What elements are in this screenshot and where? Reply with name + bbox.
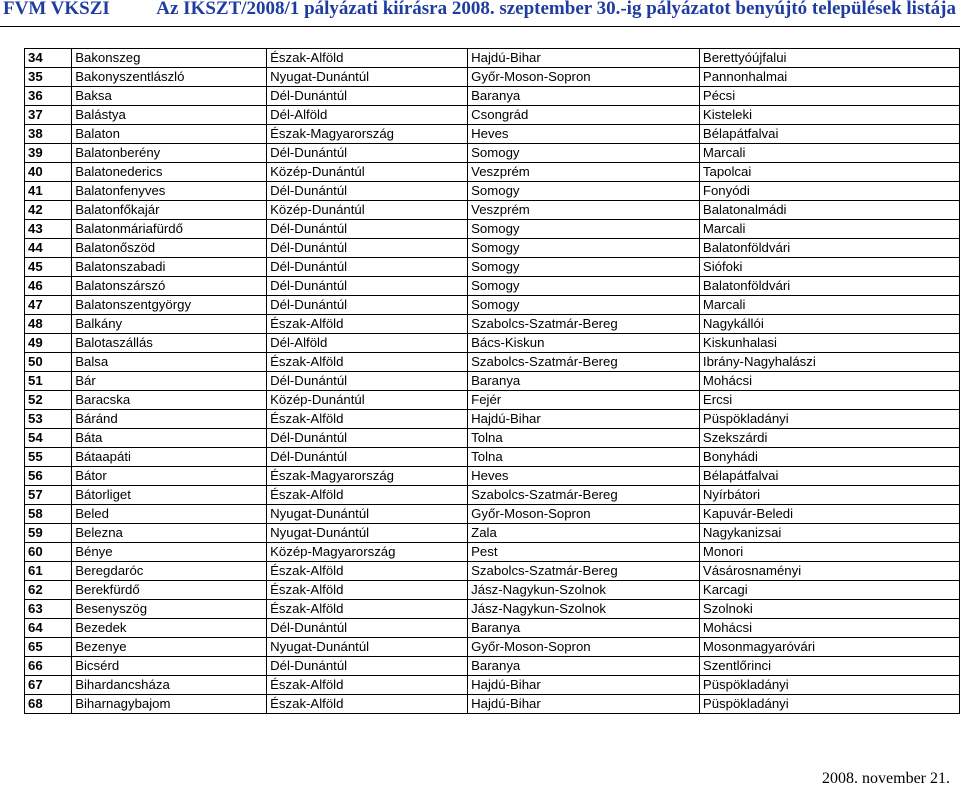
settlement-name-cell: Bihardancsháza [72, 676, 267, 695]
county-cell: Somogy [468, 296, 700, 315]
settlement-name-cell: Bezenye [72, 638, 267, 657]
table-row [25, 600, 960, 619]
row-number-cell: 48 [25, 315, 72, 334]
row-number-cell: 41 [25, 182, 72, 201]
subregion-cell: Balatonföldvári [699, 239, 959, 258]
region-cell: Közép-Dunántúl [267, 163, 468, 182]
county-cell: Hajdú-Bihar [468, 49, 700, 68]
county-cell: Tolna [468, 429, 700, 448]
table-row [25, 239, 960, 258]
table-row [25, 106, 960, 125]
subregion-cell: Berettyóújfalui [699, 49, 959, 68]
row-number-cell: 53 [25, 410, 72, 429]
row-number-cell: 61 [25, 562, 72, 581]
county-cell: Győr-Moson-Sopron [468, 638, 700, 657]
page-header [0, 0, 960, 22]
table-row [25, 543, 960, 562]
region-cell: Dél-Dunántúl [267, 657, 468, 676]
table-row [25, 486, 960, 505]
county-cell: Tolna [468, 448, 700, 467]
county-cell: Somogy [468, 258, 700, 277]
county-cell: Szabolcs-Szatmár-Bereg [468, 486, 700, 505]
subregion-cell: Balatonföldvári [699, 277, 959, 296]
row-number-cell: 43 [25, 220, 72, 239]
table-row [25, 467, 960, 486]
region-cell: Nyugat-Dunántúl [267, 68, 468, 87]
county-cell: Győr-Moson-Sopron [468, 505, 700, 524]
county-cell: Somogy [468, 277, 700, 296]
table-row [25, 87, 960, 106]
county-cell: Pest [468, 543, 700, 562]
row-number-cell: 67 [25, 676, 72, 695]
county-cell: Csongrád [468, 106, 700, 125]
county-cell: Veszprém [468, 163, 700, 182]
table-row [25, 581, 960, 600]
region-cell: Dél-Dunántúl [267, 277, 468, 296]
county-cell: Fejér [468, 391, 700, 410]
region-cell: Dél-Dunántúl [267, 239, 468, 258]
county-cell: Baranya [468, 619, 700, 638]
row-number-cell: 60 [25, 543, 72, 562]
row-number-cell: 62 [25, 581, 72, 600]
subregion-cell: Monori [699, 543, 959, 562]
region-cell: Dél-Dunántúl [267, 619, 468, 638]
row-number-cell: 46 [25, 277, 72, 296]
subregion-cell: Mohácsi [699, 372, 959, 391]
table-row [25, 410, 960, 429]
subregion-cell: Kapuvár-Beledi [699, 505, 959, 524]
region-cell: Észak-Alföld [267, 676, 468, 695]
subregion-cell: Marcali [699, 296, 959, 315]
county-cell: Bács-Kiskun [468, 334, 700, 353]
settlement-name-cell: Balsa [72, 353, 267, 372]
table-row [25, 676, 960, 695]
settlement-name-cell: Bakonszeg [72, 49, 267, 68]
county-cell: Jász-Nagykun-Szolnok [468, 600, 700, 619]
table-row [25, 201, 960, 220]
row-number-cell: 44 [25, 239, 72, 258]
settlement-name-cell: Balatonszárszó [72, 277, 267, 296]
subregion-cell: Nyírbátori [699, 486, 959, 505]
settlement-name-cell: Balatonszentgyörgy [72, 296, 267, 315]
region-cell: Észak-Alföld [267, 410, 468, 429]
settlement-name-cell: Balatonederics [72, 163, 267, 182]
subregion-cell: Pécsi [699, 87, 959, 106]
settlement-name-cell: Beregdaróc [72, 562, 267, 581]
settlement-name-cell: Balatonszabadi [72, 258, 267, 277]
region-cell: Dél-Dunántúl [267, 429, 468, 448]
county-cell: Veszprém [468, 201, 700, 220]
table-row [25, 220, 960, 239]
table-row [25, 49, 960, 68]
settlement-name-cell: Balatonfenyves [72, 182, 267, 201]
subregion-cell: Marcali [699, 144, 959, 163]
subregion-cell: Nagykanizsai [699, 524, 959, 543]
subregion-cell: Pannonhalmai [699, 68, 959, 87]
table-row [25, 353, 960, 372]
subregion-cell: Kisteleki [699, 106, 959, 125]
table-row [25, 163, 960, 182]
settlement-name-cell: Báránd [72, 410, 267, 429]
row-number-cell: 56 [25, 467, 72, 486]
subregion-cell: Szolnoki [699, 600, 959, 619]
row-number-cell: 34 [25, 49, 72, 68]
settlement-name-cell: Berekfürdő [72, 581, 267, 600]
region-cell: Észak-Alföld [267, 486, 468, 505]
region-cell: Észak-Alföld [267, 695, 468, 714]
region-cell: Nyugat-Dunántúl [267, 505, 468, 524]
row-number-cell: 50 [25, 353, 72, 372]
table-row [25, 448, 960, 467]
subregion-cell: Tapolcai [699, 163, 959, 182]
table-row [25, 391, 960, 410]
county-cell: Heves [468, 467, 700, 486]
table-row [25, 429, 960, 448]
subregion-cell: Nagykállói [699, 315, 959, 334]
settlement-name-cell: Belezna [72, 524, 267, 543]
settlement-name-cell: Besenyszög [72, 600, 267, 619]
settlement-name-cell: Balatonberény [72, 144, 267, 163]
table-row [25, 695, 960, 714]
row-number-cell: 36 [25, 87, 72, 106]
table-row [25, 657, 960, 676]
subregion-cell: Ibrány-Nagyhalászi [699, 353, 959, 372]
settlement-name-cell: Balatonőszöd [72, 239, 267, 258]
settlement-name-cell: Baksa [72, 87, 267, 106]
region-cell: Észak-Alföld [267, 600, 468, 619]
settlement-name-cell: Bár [72, 372, 267, 391]
table-row [25, 144, 960, 163]
settlements-table [24, 48, 960, 714]
table-row [25, 182, 960, 201]
region-cell: Észak-Magyarország [267, 467, 468, 486]
table-row [25, 505, 960, 524]
region-cell: Dél-Dunántúl [267, 258, 468, 277]
row-number-cell: 52 [25, 391, 72, 410]
region-cell: Közép-Dunántúl [267, 391, 468, 410]
table-row [25, 562, 960, 581]
table-row [25, 372, 960, 391]
settlement-name-cell: Bátor [72, 467, 267, 486]
table-row [25, 68, 960, 87]
county-cell: Somogy [468, 239, 700, 258]
row-number-cell: 58 [25, 505, 72, 524]
region-cell: Észak-Alföld [267, 581, 468, 600]
row-number-cell: 47 [25, 296, 72, 315]
settlement-name-cell: Beled [72, 505, 267, 524]
settlement-name-cell: Bezedek [72, 619, 267, 638]
settlement-name-cell: Balkány [72, 315, 267, 334]
county-cell: Hajdú-Bihar [468, 676, 700, 695]
region-cell: Dél-Dunántúl [267, 182, 468, 201]
subregion-cell: Siófoki [699, 258, 959, 277]
table-row [25, 334, 960, 353]
county-cell: Somogy [468, 220, 700, 239]
settlement-name-cell: Balatonfőkajár [72, 201, 267, 220]
subregion-cell: Bélapátfalvai [699, 467, 959, 486]
region-cell: Észak-Magyarország [267, 125, 468, 144]
header-org: FVM VKSZI [3, 0, 110, 19]
settlement-name-cell: Bénye [72, 543, 267, 562]
row-number-cell: 68 [25, 695, 72, 714]
row-number-cell: 64 [25, 619, 72, 638]
subregion-cell: Szekszárdi [699, 429, 959, 448]
region-cell: Dél-Dunántúl [267, 144, 468, 163]
subregion-cell: Balatonalmádi [699, 201, 959, 220]
subregion-cell: Karcagi [699, 581, 959, 600]
table-row [25, 638, 960, 657]
row-number-cell: 40 [25, 163, 72, 182]
footer-date: 2008. november 21. [822, 770, 950, 787]
table-row [25, 277, 960, 296]
county-cell: Baranya [468, 372, 700, 391]
region-cell: Nyugat-Dunántúl [267, 638, 468, 657]
row-number-cell: 49 [25, 334, 72, 353]
row-number-cell: 39 [25, 144, 72, 163]
settlement-name-cell: Bicsérd [72, 657, 267, 676]
header-title: Az IKSZT/2008/1 pályázati kiírásra 2008. szeptember 30.-ig pályázatot benyújtó települések listája [156, 0, 956, 19]
subregion-cell: Mosonmagyaróvári [699, 638, 959, 657]
county-cell: Hajdú-Bihar [468, 695, 700, 714]
subregion-cell: Bonyhádi [699, 448, 959, 467]
row-number-cell: 66 [25, 657, 72, 676]
subregion-cell: Ercsi [699, 391, 959, 410]
table-row [25, 315, 960, 334]
row-number-cell: 37 [25, 106, 72, 125]
county-cell: Somogy [468, 144, 700, 163]
row-number-cell: 59 [25, 524, 72, 543]
region-cell: Dél-Dunántúl [267, 372, 468, 391]
county-cell: Heves [468, 125, 700, 144]
row-number-cell: 51 [25, 372, 72, 391]
row-number-cell: 54 [25, 429, 72, 448]
header-rule [0, 26, 960, 27]
row-number-cell: 57 [25, 486, 72, 505]
row-number-cell: 38 [25, 125, 72, 144]
settlement-name-cell: Bátorliget [72, 486, 267, 505]
table-row [25, 619, 960, 638]
settlement-name-cell: Baracska [72, 391, 267, 410]
table-row [25, 524, 960, 543]
county-cell: Baranya [468, 657, 700, 676]
region-cell: Észak-Alföld [267, 49, 468, 68]
region-cell: Közép-Dunántúl [267, 201, 468, 220]
settlement-name-cell: Biharnagybajom [72, 695, 267, 714]
row-number-cell: 45 [25, 258, 72, 277]
row-number-cell: 42 [25, 201, 72, 220]
settlement-name-cell: Balotaszállás [72, 334, 267, 353]
county-cell: Zala [468, 524, 700, 543]
settlement-name-cell: Bátaapáti [72, 448, 267, 467]
region-cell: Közép-Magyarország [267, 543, 468, 562]
settlement-name-cell: Balaton [72, 125, 267, 144]
region-cell: Dél-Alföld [267, 106, 468, 125]
settlements-table-body [25, 49, 960, 714]
table-row [25, 125, 960, 144]
region-cell: Észak-Alföld [267, 562, 468, 581]
county-cell: Hajdú-Bihar [468, 410, 700, 429]
subregion-cell: Vásárosnaményi [699, 562, 959, 581]
subregion-cell: Szentlőrinci [699, 657, 959, 676]
county-cell: Győr-Moson-Sopron [468, 68, 700, 87]
table-row [25, 258, 960, 277]
settlement-name-cell: Balástya [72, 106, 267, 125]
county-cell: Szabolcs-Szatmár-Bereg [468, 562, 700, 581]
table-row [25, 296, 960, 315]
subregion-cell: Kiskunhalasi [699, 334, 959, 353]
row-number-cell: 65 [25, 638, 72, 657]
region-cell: Észak-Alföld [267, 353, 468, 372]
region-cell: Észak-Alföld [267, 315, 468, 334]
subregion-cell: Marcali [699, 220, 959, 239]
row-number-cell: 63 [25, 600, 72, 619]
region-cell: Dél-Dunántúl [267, 448, 468, 467]
region-cell: Dél-Alföld [267, 334, 468, 353]
county-cell: Jász-Nagykun-Szolnok [468, 581, 700, 600]
county-cell: Szabolcs-Szatmár-Bereg [468, 315, 700, 334]
county-cell: Baranya [468, 87, 700, 106]
subregion-cell: Püspökladányi [699, 676, 959, 695]
subregion-cell: Bélapátfalvai [699, 125, 959, 144]
region-cell: Dél-Dunántúl [267, 220, 468, 239]
region-cell: Nyugat-Dunántúl [267, 524, 468, 543]
subregion-cell: Fonyódi [699, 182, 959, 201]
region-cell: Dél-Dunántúl [267, 296, 468, 315]
county-cell: Szabolcs-Szatmár-Bereg [468, 353, 700, 372]
subregion-cell: Püspökladányi [699, 695, 959, 714]
settlement-name-cell: Bakonyszentlászló [72, 68, 267, 87]
row-number-cell: 55 [25, 448, 72, 467]
row-number-cell: 35 [25, 68, 72, 87]
county-cell: Somogy [468, 182, 700, 201]
subregion-cell: Mohácsi [699, 619, 959, 638]
settlement-name-cell: Báta [72, 429, 267, 448]
settlement-name-cell: Balatonmáriafürdő [72, 220, 267, 239]
region-cell: Dél-Dunántúl [267, 87, 468, 106]
subregion-cell: Püspökladányi [699, 410, 959, 429]
